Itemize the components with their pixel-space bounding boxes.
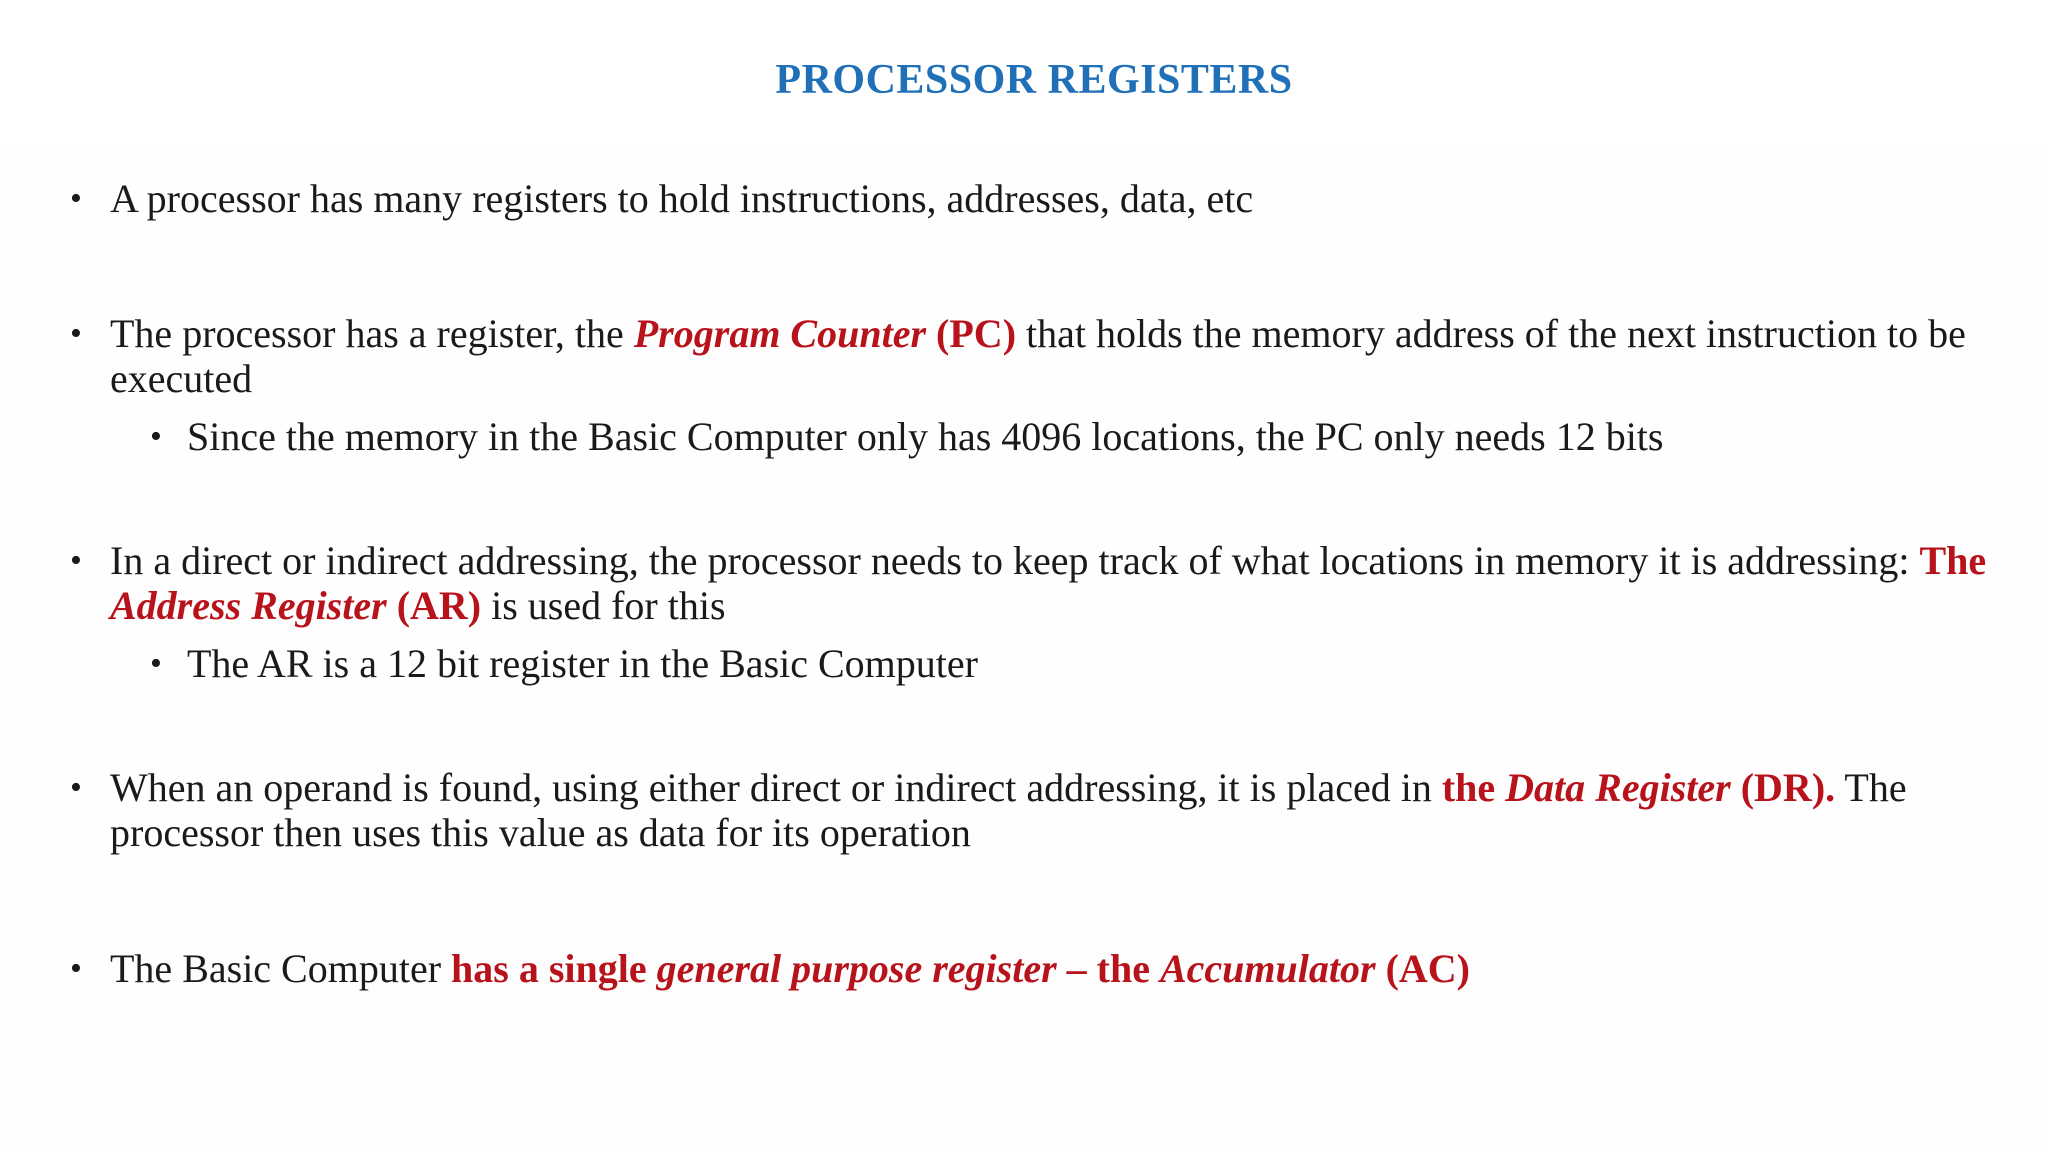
sub-bullet-text: The AR is a 12 bit register in the Basic Computer <box>187 641 978 686</box>
abbr-pc: (PC) <box>926 311 1017 356</box>
term-data-register: Data Register <box>1505 765 1731 810</box>
bullet-text: The processor has a register, the <box>110 311 634 356</box>
bullet-program-counter <box>110 311 2010 401</box>
bullet-text: is used for this <box>481 583 726 628</box>
abbr-ar: (AR) <box>386 583 482 628</box>
slide-title: PROCESSOR REGISTERS <box>775 57 1293 103</box>
bullet-registers-overview <box>110 176 2010 221</box>
abbr-dr: (DR). <box>1730 765 1836 810</box>
bullet-text: The processor then uses this value as data for its operation <box>110 765 1907 855</box>
bullet-data-register <box>110 765 2010 855</box>
bullet-text: When an operand is found, using either direct or indirect addressing, it is placed in <box>110 765 1442 810</box>
bullet-text: that holds the memory address of the next instruction to be executed <box>110 311 1966 401</box>
sub-bullet-pc-bits <box>187 414 2007 459</box>
term-address-register: Address Register <box>110 583 387 628</box>
abbr-ac: (AC) <box>1375 946 1470 991</box>
bullet-accumulator <box>110 946 2010 991</box>
bullet-address-register <box>110 538 2010 628</box>
term-prefix: the <box>1441 765 1506 810</box>
bullet-text: A processor has many registers to hold instructions, addresses, data, etc <box>110 176 1254 221</box>
bullet-text: In a direct or indirect addressing, the processor needs to keep track of what locations in memory it is addressing: <box>110 538 1920 583</box>
term-prefix: The <box>1919 538 1987 583</box>
term-general-purpose-register: general purpose register <box>656 946 1057 991</box>
emphasis-text: – the <box>1056 946 1160 991</box>
emphasis-text: has a single <box>451 946 657 991</box>
sub-bullet-ar-bits <box>187 641 2007 686</box>
bullet-text: The Basic Computer <box>110 946 452 991</box>
sub-bullet-text: Since the memory in the Basic Computer only has 4096 locations, the PC only needs 12 bits <box>187 414 1664 459</box>
term-program-counter: Program Counter <box>633 311 927 356</box>
term-accumulator: Accumulator <box>1159 946 1376 991</box>
